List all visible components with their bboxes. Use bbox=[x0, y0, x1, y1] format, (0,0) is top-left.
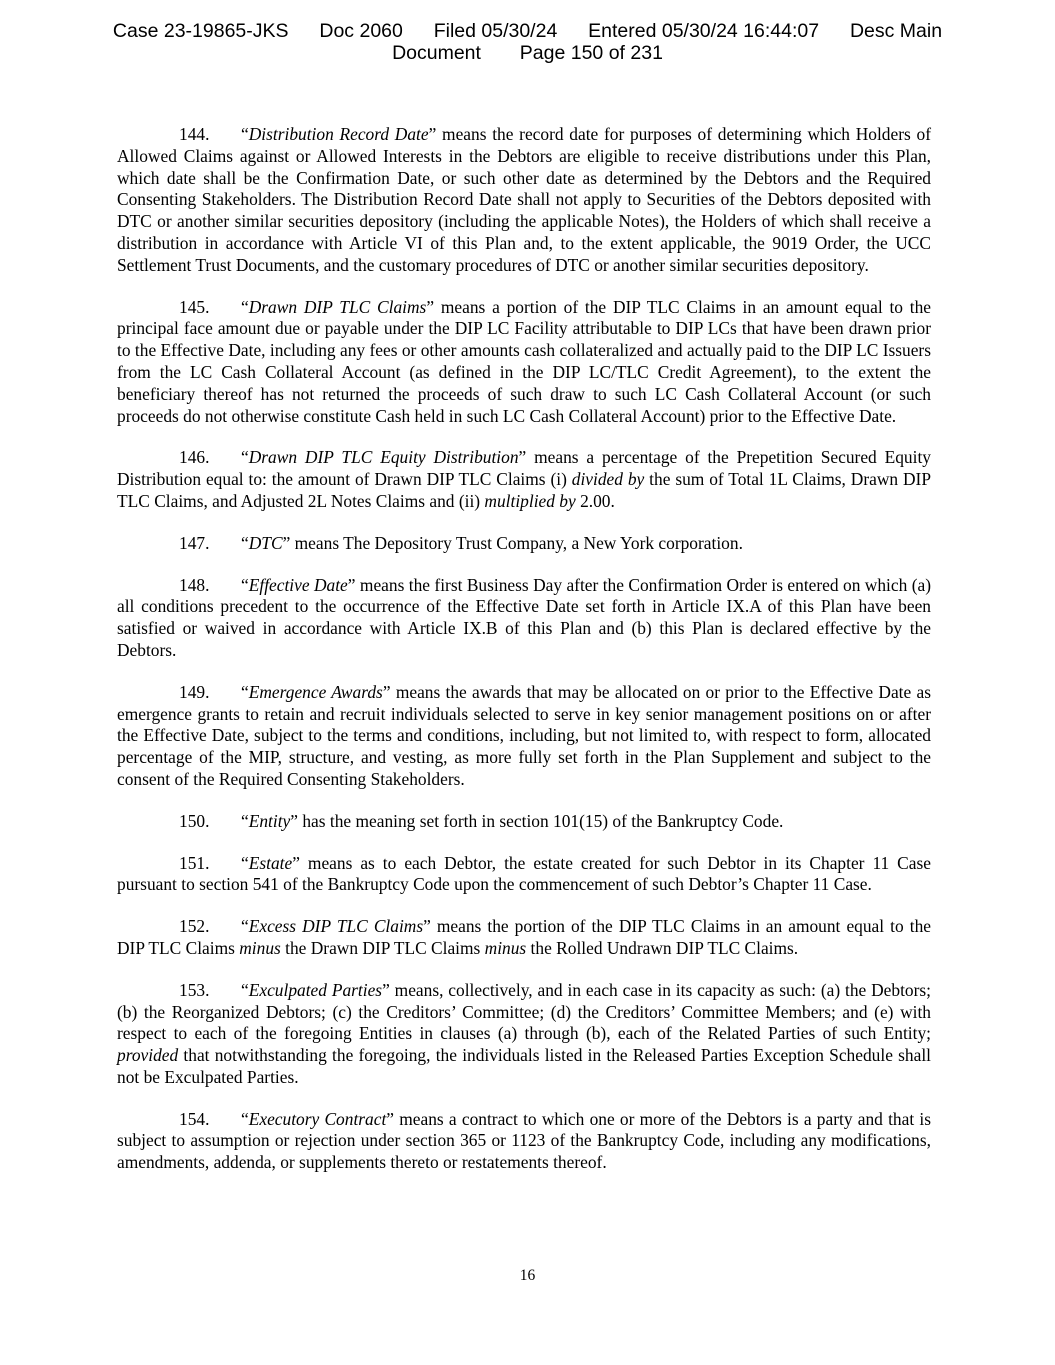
emphasis-text: minus bbox=[239, 937, 281, 958]
definition-paragraph: 145. “Drawn DIP TLC Claims” means a portion of the DIP TLC Claims in an amount equal to the principal face amount due or payable under the DIP LC Facility attributable to DIP LCs that have been drawn prior to the Effective Date, including any fees or other amounts cash collateralized and actually paid to the DIP LC Issuers from the LC Cash Collateral Account (as defined in the DIP LC/TLC Credit Agreement), to the extent the beneficiary thereof has not returned the proceeds of such draw to such LC Cash Collateral Account (or such proceeds do not otherwise constitute Cash held in such LC Cash Collateral Account) prior to the Effective Date. bbox=[117, 296, 932, 426]
paragraph-number: 152. bbox=[179, 916, 210, 937]
defined-term: Distribution Record Date bbox=[248, 124, 429, 144]
entered-date: Entered 05/30/24 16:44:07 bbox=[588, 20, 820, 42]
definition-text: means the portion of the DIP TLC Claims in an amount equal to the DIP TLC Claims bbox=[117, 916, 931, 958]
definition-text: means, collectively, and in each case in its capacity as such: (a) the Debtors; (b) the Reorganized Debtors; (c) the Creditors’ Committee; (d) the Creditors’ Committee Members; and (e) with respect to each of the foregoing Entities in clauses (a) through (b), each of the Related Parties of such Entity; bbox=[117, 979, 931, 1044]
defined-term: Drawn DIP TLC Claims bbox=[248, 296, 427, 317]
court-header-line-1 bbox=[0, 20, 1055, 42]
definition-text: that notwithstanding the foregoing, the individuals listed in the Released Parties Exception Schedule shall not be Exculpated Parties. bbox=[117, 1045, 931, 1087]
paragraph-number: 144. bbox=[179, 124, 210, 144]
definition-text: means a percentage of the Prepetition Secured Equity Distribution equal to: the amount of Drawn DIP TLC Claims (i) bbox=[117, 447, 931, 490]
definition-paragraph: 149. “Emergence Awards” means the awards that may be allocated on or prior to the Effective Date as emergence grants to retain and recruit individuals selected to serve in key senior management positions on or after the Effective Date, subject to the terms and conditions, including, but not limited to, with respect to form, allocated percentage of the MIP, structure, and vesting, as more fully set forth in the Plan Supplement and subject to the consent of the Required Consenting Stakeholders. bbox=[117, 681, 931, 789]
paragraph-number: 147. bbox=[179, 532, 210, 553]
paragraph-number: 149. bbox=[179, 681, 210, 702]
definition-text: means the record date for purposes of determining which Holders of Allowed Claims against or Allowed Interests in the Debtors are eligible to receive distributions under this Plan, which date shall be the Confirmation Date, or such other date as determined by the Debtors and the Required Consenting Stakeholders. The Distribution Record Date shall not apply to Securities of the Debtors deposited with DTC or another similar securities depository (including the applicable Notes), the Holders of which shall receive a distribution in accordance with Article VI of this Plan and, to the extent applicable, the 9019 Order, the UCC Settlement Trust Documents, and the customary procedures of DTC or another similar securities depository. bbox=[117, 124, 931, 275]
definition-paragraph: 147. “DTC” means The Depository Trust Company, a New York corporation. bbox=[179, 532, 743, 553]
definition-paragraph: 148. “Effective Date” means the first Business Day after the Confirmation Order is entered on which (a) all conditions precedent to the occurrence of the Effective Date set forth in Article IX.A of this Plan have been satisfied or waived in accordance with Article IX.B of this Plan and (b) this Plan is declared effective by the Debtors. bbox=[117, 574, 931, 660]
filed-date: Filed 05/30/24 bbox=[433, 20, 558, 42]
paragraph-number: 146. bbox=[179, 447, 210, 468]
description: Desc Main bbox=[849, 20, 943, 42]
document-label: Document bbox=[392, 42, 481, 64]
definition-text: the Drawn DIP TLC Claims bbox=[280, 937, 485, 958]
paragraph-number: 148. bbox=[179, 574, 210, 595]
case-number: Case 23-19865-JKS bbox=[112, 20, 289, 42]
definition-paragraph: 152. “Excess DIP TLC Claims” means the portion of the DIP TLC Claims in an amount equal to the DIP TLC Claims minus the Drawn DIP TLC Claims minus the Rolled Undrawn DIP TLC Claims. bbox=[117, 916, 931, 958]
defined-term: Executory Contract bbox=[248, 1108, 387, 1129]
defined-term: Drawn DIP TLC Equity Distribution bbox=[248, 447, 519, 468]
definition-text: means a contract to which one or more of the Debtors is a party and that is subject to assumption or rejection under section 365 or 1123 of the Bankruptcy Code, including any modifications, amendments, addenda, or supplements thereto or restatements thereof. bbox=[117, 1108, 932, 1173]
definition-text: 2.00. bbox=[575, 490, 615, 511]
paragraph-number: 153. bbox=[179, 979, 210, 1000]
definition-paragraph: 144. “Distribution Record Date” means the record date for purposes of determining which Holders of Allowed Claims against or Allowed Interests in the Debtors are eligible to receive distributions under this Plan, which date shall be the Confirmation Date, or such other date as determined by the Debtors and the Required Consenting Stakeholders. The Distribution Record Date shall not apply to Securities of the Debtors deposited with DTC or another similar securities depository (including the applicable Notes), the Holders of which shall receive a distribution in accordance with Article VI of this Plan and, to the extent applicable, the 9019 Order, the UCC Settlement Trust Documents, and the customary procedures of DTC or another similar securities depository. bbox=[117, 124, 931, 275]
defined-term: Exculpated Parties bbox=[248, 979, 383, 1000]
defined-term: Entity bbox=[248, 810, 291, 831]
definition-text: the sum of Total 1L Claims, Drawn DIP TLC Claims, and Adjusted 2L Notes Claims and (ii) bbox=[117, 469, 931, 511]
definitions-body bbox=[117, 124, 931, 1194]
defined-term: Emergence Awards bbox=[248, 681, 383, 702]
definition-text: means the first Business Day after the Confirmation Order is entered on which (a) all conditions precedent to the occurrence of the Effective Date set forth in Article IX.A of this Plan have been satisfied or waived in accordance with Article IX.B of this Plan and (b) this Plan is declared effective by the Debtors. bbox=[117, 574, 931, 660]
paragraph-number: 151. bbox=[179, 852, 210, 873]
emphasis-text: multiplied by bbox=[484, 490, 576, 511]
page-number: 16 bbox=[519, 1267, 536, 1284]
defined-term: Estate bbox=[248, 852, 293, 873]
page-of-total: Page 150 of 231 bbox=[519, 42, 663, 64]
defined-term: Effective Date bbox=[248, 574, 348, 595]
definition-text: the Rolled Undrawn DIP TLC Claims. bbox=[526, 937, 799, 958]
defined-term: Excess DIP TLC Claims bbox=[248, 916, 424, 937]
paragraph-number: 154. bbox=[179, 1108, 210, 1129]
doc-number: Doc 2060 bbox=[319, 20, 403, 42]
definition-text: means the awards that may be allocated on or prior to the Effective Date as emergence grants to retain and recruit individuals selected to serve in key senior management positions on or after the Effective Date, subject to the terms and conditions, including, but not limited to, with respect to form, allocated percentage of the MIP, structure, and vesting, as more fully set forth in the Plan Supplement and subject to the consent of the Required Consenting Stakeholders. bbox=[117, 681, 931, 789]
definition-text: means a portion of the DIP TLC Claims in an amount equal to the principal face amount due or payable under the DIP LC Facility attributable to DIP LCs that have been drawn prior to the Effective Date, including any fees or other amounts cash collateralized and actually paid to the DIP LC Issuers from the LC Cash Collateral Account (as defined in the DIP LC/TLC Credit Agreement), to the extent the beneficiary thereof has not returned the proceeds of such draw to such LC Cash Collateral Account (or such proceeds do not otherwise constitute Cash held in such LC Cash Collateral Account) prior to the Effective Date. bbox=[117, 296, 932, 426]
paragraph-number: 150. bbox=[179, 810, 210, 831]
definition-text: has the meaning set forth in section 101(15) of the Bankruptcy Code. bbox=[298, 810, 784, 831]
paragraph-number: 145. bbox=[179, 296, 210, 317]
emphasis-text: provided bbox=[117, 1045, 179, 1066]
definition-paragraph: 146. “Drawn DIP TLC Equity Distribution” means a percentage of the Prepetition Secured Equity Distribution equal to: the amount of Drawn DIP TLC Claims (i) divided by the sum of Total 1L Claims, Drawn DIP TLC Claims, and Adjusted 2L Notes Claims and (ii) multiplied by 2.00. bbox=[117, 447, 931, 511]
definition-text: means as to each Debtor, the estate created for such Debtor in its Chapter 11 Case pursuant to section 541 of the Bankruptcy Code upon the commencement of such Debtor’s Chapter 11 Case. bbox=[117, 852, 931, 895]
emphasis-text: minus bbox=[484, 937, 527, 958]
emphasis-text: divided by bbox=[571, 469, 645, 490]
definition-paragraph: 150. “Entity” has the meaning set forth in section 101(15) of the Bankruptcy Code. bbox=[179, 810, 784, 831]
court-header-line-2 bbox=[0, 42, 1055, 64]
definition-paragraph: 151. “Estate” means as to each Debtor, the estate created for such Debtor in its Chapter 11 Case pursuant to section 541 of the Bankruptcy Code upon the commencement of such Debtor’s Chapter 11 Case. bbox=[117, 852, 931, 895]
defined-term: DTC bbox=[248, 532, 283, 553]
definition-text: means The Depository Trust Company, a New York corporation. bbox=[290, 532, 743, 553]
definition-paragraph: 153. “Exculpated Parties” means, collectively, and in each case in its capacity as such: (a) the Debtors; (b) the Reorganized Debtors; (c) the Creditors’ Committee; (d) the Creditors’ Committee Members; and (e) with respect to each of the foregoing Entities in clauses (a) through (b), each of the Related Parties of such Entity; provided that notwithstanding the foregoing, the individuals listed in the Released Parties Exception Schedule shall not be Exculpated Parties. bbox=[117, 979, 931, 1087]
definition-paragraph: 154. “Executory Contract” means a contract to which one or more of the Debtors is a party and that is subject to assumption or rejection under section 365 or 1123 of the Bankruptcy Code, including any modifications, amendments, addenda, or supplements thereto or restatements thereof. bbox=[117, 1108, 932, 1173]
